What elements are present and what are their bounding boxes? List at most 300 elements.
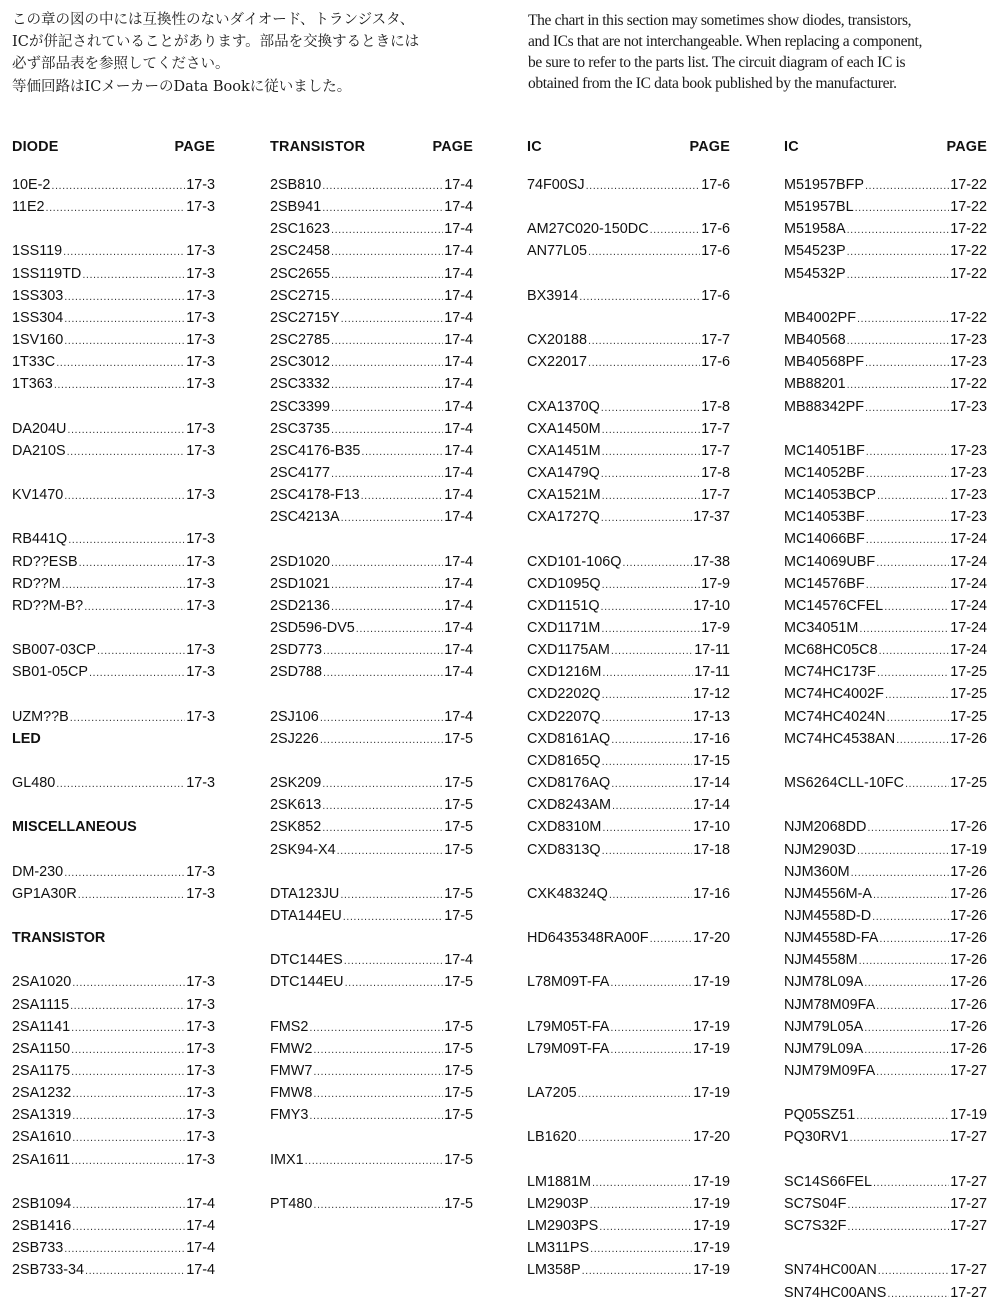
part-number: 2SB810 xyxy=(270,177,322,193)
page-reference: 17-22 xyxy=(950,243,987,259)
part-number: MB88201 xyxy=(784,376,846,392)
column-header xyxy=(12,138,215,156)
part-number: 2SD1020 xyxy=(270,554,331,570)
page-reference: 17-19 xyxy=(693,1041,730,1057)
part-number: CXD2202Q xyxy=(527,686,601,702)
dot-leader xyxy=(82,266,185,284)
page-reference: 17-3 xyxy=(186,886,215,902)
page-reference: 17-24 xyxy=(950,554,987,570)
section-heading: LED xyxy=(12,731,41,747)
part-entry xyxy=(527,929,730,947)
part-entry xyxy=(784,929,987,947)
dot-leader xyxy=(905,775,949,793)
dot-leader xyxy=(72,1218,185,1236)
dot-leader xyxy=(599,1218,692,1236)
part-number: 2SK209 xyxy=(270,775,322,791)
english-note-line: be sure to refer to the parts list. The circuit diagram of each IC is xyxy=(528,54,906,71)
column-header-label: IC xyxy=(527,139,542,155)
dot-leader xyxy=(322,797,443,815)
dot-leader xyxy=(602,487,701,505)
part-number: 2SK94-X4 xyxy=(270,842,336,858)
page-reference: 17-19 xyxy=(693,1218,730,1234)
column-header xyxy=(270,138,473,156)
part-entry xyxy=(784,1128,987,1146)
part-number: CX22017 xyxy=(527,354,588,370)
page-reference: 17-8 xyxy=(701,399,730,415)
page-reference: 17-22 xyxy=(950,310,987,326)
part-number: NJM79L05A xyxy=(784,1019,864,1035)
part-number: CXD8243AM xyxy=(527,797,611,813)
part-entry xyxy=(270,287,473,305)
dot-leader xyxy=(56,775,185,793)
part-entry xyxy=(270,663,473,681)
part-entry xyxy=(12,198,215,216)
part-number: 2SA1319 xyxy=(12,1107,72,1123)
dot-leader xyxy=(67,421,185,439)
part-number: NJM2068DD xyxy=(784,819,867,835)
part-number: 2SC2715Y xyxy=(270,310,340,326)
dot-leader xyxy=(71,1041,185,1059)
dot-leader xyxy=(322,819,443,837)
part-entry xyxy=(12,242,215,260)
part-entry xyxy=(527,708,730,726)
page-reference: 17-3 xyxy=(186,177,215,193)
part-number: CXA1450M xyxy=(527,421,601,437)
page-reference: 17-4 xyxy=(186,1196,215,1212)
part-entry xyxy=(270,442,473,460)
part-number: 2SC4213A xyxy=(270,509,340,525)
part-entry xyxy=(784,1217,987,1235)
dot-leader xyxy=(70,709,185,727)
dot-leader xyxy=(602,664,693,682)
part-number: MC14051BF xyxy=(784,443,865,459)
part-number: MC14053BCP xyxy=(784,487,876,503)
dot-leader xyxy=(847,376,950,394)
page-reference: 17-23 xyxy=(950,332,987,348)
part-entry xyxy=(784,398,987,416)
page-reference: 17-4 xyxy=(444,576,473,592)
part-number: LM311PS xyxy=(527,1240,590,1256)
ic-column-1 xyxy=(527,0,730,1309)
part-entry xyxy=(270,1062,473,1080)
dot-leader xyxy=(344,952,443,970)
page-reference: 17-25 xyxy=(950,709,987,725)
part-number: CXD1175AM xyxy=(527,642,610,658)
part-entry xyxy=(12,663,215,681)
page-reference: 17-3 xyxy=(186,864,215,880)
page-reference: 17-19 xyxy=(950,842,987,858)
part-entry xyxy=(784,1195,987,1213)
part-number: SC7S04F xyxy=(784,1196,847,1212)
page-reference: 17-27 xyxy=(950,1063,987,1079)
part-number: 11E2 xyxy=(12,199,45,215)
part-number: NJM4558D-FA xyxy=(784,930,879,946)
page-reference: 17-26 xyxy=(950,886,987,902)
dot-leader xyxy=(592,1174,692,1192)
page-reference: 17-7 xyxy=(701,332,730,348)
part-number: 10E-2 xyxy=(12,177,51,193)
part-number: 1T33C xyxy=(12,354,56,370)
dot-leader xyxy=(611,731,692,749)
dot-leader xyxy=(851,864,950,882)
part-entry xyxy=(784,951,987,969)
part-entry xyxy=(784,442,987,460)
dot-leader xyxy=(866,576,949,594)
page-reference: 17-19 xyxy=(950,1107,987,1123)
part-entry xyxy=(527,398,730,416)
part-entry xyxy=(12,973,215,991)
dot-leader xyxy=(337,842,444,860)
page-reference: 17-3 xyxy=(186,1129,215,1145)
part-entry xyxy=(527,1128,730,1146)
page-reference: 17-23 xyxy=(950,465,987,481)
part-number: GL480 xyxy=(12,775,56,791)
dot-leader xyxy=(322,177,443,195)
page-reference: 17-11 xyxy=(694,664,730,680)
part-number: MC14576CFEL xyxy=(784,598,884,614)
dot-leader xyxy=(873,1174,949,1192)
part-entry xyxy=(527,663,730,681)
page-reference: 17-5 xyxy=(444,1041,473,1057)
page-reference: 17-4 xyxy=(444,288,473,304)
page-reference: 17-3 xyxy=(186,421,215,437)
page-reference: 17-24 xyxy=(950,642,987,658)
page-reference: 17-7 xyxy=(701,443,730,459)
page-reference: 17-19 xyxy=(693,1196,730,1212)
page-reference: 17-10 xyxy=(693,598,730,614)
part-number: CXD8176AQ xyxy=(527,775,611,791)
dot-leader xyxy=(331,266,443,284)
part-entry xyxy=(784,730,987,748)
dot-leader xyxy=(864,974,949,992)
japanese-note-line: ICが併記されていることがあります。部品を交換するときには xyxy=(12,34,420,51)
dot-leader xyxy=(859,620,949,638)
part-entry xyxy=(270,508,473,526)
dot-leader xyxy=(878,1262,949,1280)
part-number: 2SB1094 xyxy=(12,1196,72,1212)
part-entry xyxy=(270,1040,473,1058)
part-entry xyxy=(270,885,473,903)
part-entry xyxy=(527,176,730,194)
page-reference: 17-23 xyxy=(950,354,987,370)
page-reference: 17-4 xyxy=(444,310,473,326)
dot-leader xyxy=(62,576,185,594)
part-entry xyxy=(12,1084,215,1102)
dot-leader xyxy=(865,399,949,417)
part-number: SN74HC00ANS xyxy=(784,1285,887,1301)
part-number: 2SC3332 xyxy=(270,376,331,392)
japanese-note-line: この章の図の中には互換性のないダイオード、トランジスタ、 xyxy=(12,12,415,28)
part-entry xyxy=(270,464,473,482)
dot-leader xyxy=(610,1019,692,1037)
part-number: MB40568 xyxy=(784,332,846,348)
part-number: SN74HC00AN xyxy=(784,1262,877,1278)
page-reference: 17-3 xyxy=(186,709,215,725)
part-entry xyxy=(784,265,987,283)
dot-leader xyxy=(590,1196,693,1214)
part-entry xyxy=(784,973,987,991)
part-number: SC7S32F xyxy=(784,1218,847,1234)
dot-leader xyxy=(331,243,443,261)
part-entry xyxy=(270,951,473,969)
japanese-note-line: 必ず部品表を参照してください。 xyxy=(12,56,230,73)
page-reference: 17-6 xyxy=(701,354,730,370)
page-reference: 17-26 xyxy=(950,997,987,1013)
part-number: PT480 xyxy=(270,1196,313,1212)
part-entry xyxy=(784,464,987,482)
dot-leader xyxy=(864,1019,949,1037)
part-entry xyxy=(784,1106,987,1124)
page-reference: 17-4 xyxy=(444,465,473,481)
column-header xyxy=(784,138,987,156)
part-number: SC14S66FEL xyxy=(784,1174,872,1190)
part-number: FMW7 xyxy=(270,1063,313,1079)
dot-leader xyxy=(579,288,700,306)
ic-column-2 xyxy=(784,0,987,1309)
page-reference: 17-4 xyxy=(444,487,473,503)
page-reference: 17-19 xyxy=(693,974,730,990)
part-number: LM2903P xyxy=(527,1196,589,1212)
dot-leader xyxy=(873,886,949,904)
column-header-label: TRANSISTOR xyxy=(270,139,366,155)
part-number: 2SC4178-F13 xyxy=(270,487,360,503)
part-number: IMX1 xyxy=(270,1152,304,1168)
page-reference: 17-5 xyxy=(444,819,473,835)
part-entry xyxy=(270,1018,473,1036)
page-reference: 17-25 xyxy=(950,664,987,680)
part-entry xyxy=(784,220,987,238)
dot-leader xyxy=(64,288,185,306)
dot-leader xyxy=(877,664,949,682)
dot-leader xyxy=(64,864,185,882)
page-reference: 17-3 xyxy=(186,554,215,570)
part-entry xyxy=(527,973,730,991)
page-reference: 17-3 xyxy=(186,354,215,370)
dot-leader xyxy=(847,266,950,284)
page-reference: 17-26 xyxy=(950,1041,987,1057)
dot-leader xyxy=(612,797,692,815)
part-number: DTA144EU xyxy=(270,908,342,924)
part-entry xyxy=(12,287,215,305)
part-entry xyxy=(12,575,215,593)
part-entry xyxy=(270,597,473,615)
dot-leader xyxy=(601,620,700,638)
part-entry xyxy=(270,198,473,216)
part-number: MC34051M xyxy=(784,620,859,636)
part-entry xyxy=(527,331,730,349)
page-reference: 17-26 xyxy=(950,930,987,946)
page-reference: 17-6 xyxy=(701,221,730,237)
part-entry xyxy=(784,508,987,526)
part-number: 2SK613 xyxy=(270,797,322,813)
page-reference: 17-3 xyxy=(186,1019,215,1035)
page-reference: 17-22 xyxy=(950,221,987,237)
dot-leader xyxy=(341,310,444,328)
dot-leader xyxy=(331,354,443,372)
part-number: CXD1151Q xyxy=(527,598,600,614)
dot-leader xyxy=(320,731,443,749)
part-number: MC14053BF xyxy=(784,509,865,525)
part-entry xyxy=(270,818,473,836)
part-entry xyxy=(784,353,987,371)
part-entry xyxy=(12,1062,215,1080)
part-entry xyxy=(270,486,473,504)
part-entry xyxy=(12,420,215,438)
page-reference: 17-22 xyxy=(950,376,987,392)
part-number: 2SD1021 xyxy=(270,576,331,592)
diode-column xyxy=(12,0,215,1309)
part-entry xyxy=(784,641,987,659)
dot-leader xyxy=(72,1085,185,1103)
dot-leader xyxy=(865,177,949,195)
dot-leader xyxy=(54,376,185,394)
page-reference: 17-23 xyxy=(950,443,987,459)
dot-leader xyxy=(323,664,443,682)
dot-leader xyxy=(866,509,949,527)
page-reference: 17-26 xyxy=(950,952,987,968)
part-entry xyxy=(270,796,473,814)
part-entry xyxy=(12,530,215,548)
part-entry xyxy=(527,774,730,792)
page-reference: 17-15 xyxy=(693,753,730,769)
page-reference: 17-4 xyxy=(444,376,473,392)
part-entry xyxy=(784,176,987,194)
column-header-label: DIODE xyxy=(12,139,59,155)
transistor-column xyxy=(270,0,473,1309)
part-number: MB4002PF xyxy=(784,310,856,326)
part-entry xyxy=(12,1261,215,1279)
part-entry xyxy=(784,309,987,327)
dot-leader xyxy=(884,598,949,616)
page-reference: 17-7 xyxy=(701,421,730,437)
part-number: SB01-05CP xyxy=(12,664,88,680)
part-entry xyxy=(784,1018,987,1036)
dot-leader xyxy=(361,443,443,461)
dot-leader xyxy=(313,1196,443,1214)
part-entry xyxy=(270,841,473,859)
dot-leader xyxy=(602,443,701,461)
page-reference: 17-8 xyxy=(701,465,730,481)
part-number: CXD101-106Q xyxy=(527,554,622,570)
page-reference: 17-4 xyxy=(444,952,473,968)
part-entry xyxy=(784,708,987,726)
page-reference: 17-4 xyxy=(444,354,473,370)
dot-leader xyxy=(322,199,443,217)
page-reference: 17-5 xyxy=(444,775,473,791)
page-reference: 17-3 xyxy=(186,576,215,592)
dot-leader xyxy=(71,1152,185,1170)
part-number: 2SD596-DV5 xyxy=(270,620,355,636)
part-entry xyxy=(527,287,730,305)
part-entry xyxy=(12,265,215,283)
page-reference: 17-19 xyxy=(693,1240,730,1256)
page-reference: 17-38 xyxy=(693,554,730,570)
part-number: CXD1171M xyxy=(527,620,601,636)
dot-leader xyxy=(320,709,443,727)
english-note-line: and ICs that are not interchangeable. When replacing a component, xyxy=(528,33,923,50)
part-number: FMY3 xyxy=(270,1107,309,1123)
part-number: 2SB733 xyxy=(12,1240,64,1256)
part-entry xyxy=(12,1040,215,1058)
dot-leader xyxy=(867,819,949,837)
part-number: L78M09T-FA xyxy=(527,974,610,990)
part-number: RD??M-B? xyxy=(12,598,84,614)
page-reference: 17-22 xyxy=(950,266,987,282)
page-reference: 17-5 xyxy=(444,1196,473,1212)
dot-leader xyxy=(97,642,185,660)
page-reference: 17-4 xyxy=(444,399,473,415)
part-entry xyxy=(784,553,987,571)
dot-leader xyxy=(46,199,186,217)
part-number: 1T363 xyxy=(12,376,53,392)
dot-leader xyxy=(879,642,950,660)
dot-leader xyxy=(601,465,700,483)
column-page-header: PAGE xyxy=(946,139,987,155)
page-reference: 17-20 xyxy=(693,1129,730,1145)
part-number: MC74HC4538AN xyxy=(784,731,896,747)
part-entry xyxy=(270,1195,473,1213)
part-number: LB1620 xyxy=(527,1129,577,1145)
page-reference: 17-4 xyxy=(444,243,473,259)
part-entry xyxy=(270,1151,473,1169)
dot-leader xyxy=(588,243,700,261)
part-entry xyxy=(527,1195,730,1213)
part-entry xyxy=(527,1217,730,1235)
dot-leader xyxy=(331,221,443,239)
part-number: 2SC4177 xyxy=(270,465,331,481)
part-entry xyxy=(12,1018,215,1036)
part-number: 2SD2136 xyxy=(270,598,331,614)
dot-leader xyxy=(67,443,186,461)
part-entry xyxy=(527,1040,730,1058)
part-entry xyxy=(12,885,215,903)
part-number: 2SJ106 xyxy=(270,709,319,725)
part-number: SB007-03CP xyxy=(12,642,96,658)
part-entry xyxy=(784,530,987,548)
part-entry xyxy=(527,641,730,659)
dot-leader xyxy=(876,997,949,1015)
part-number: LM2903PS xyxy=(527,1218,599,1234)
page-reference: 17-27 xyxy=(950,1262,987,1278)
part-entry xyxy=(270,575,473,593)
column-header-label: IC xyxy=(784,139,799,155)
part-entry xyxy=(527,841,730,859)
part-entry xyxy=(270,265,473,283)
part-entry xyxy=(12,1128,215,1146)
page-reference: 17-3 xyxy=(186,243,215,259)
dot-leader xyxy=(876,1063,949,1081)
page-reference: 17-24 xyxy=(950,531,987,547)
part-entry xyxy=(527,1173,730,1191)
part-entry xyxy=(784,331,987,349)
page-reference: 17-4 xyxy=(444,642,473,658)
part-entry xyxy=(270,907,473,925)
part-number: 2SC1623 xyxy=(270,221,331,237)
page-reference: 17-5 xyxy=(444,731,473,747)
dot-leader xyxy=(847,243,950,261)
part-number: PQ05SZ51 xyxy=(784,1107,856,1123)
part-number: CXA1727Q xyxy=(527,509,600,525)
dot-leader xyxy=(847,332,950,350)
page-reference: 17-5 xyxy=(444,797,473,813)
dot-leader xyxy=(578,1085,693,1103)
part-number: 2SA1232 xyxy=(12,1085,72,1101)
part-number: MC68HC05C8 xyxy=(784,642,878,658)
part-entry xyxy=(270,375,473,393)
dot-leader xyxy=(356,620,443,638)
dot-leader xyxy=(71,1019,185,1037)
part-entry xyxy=(270,1106,473,1124)
